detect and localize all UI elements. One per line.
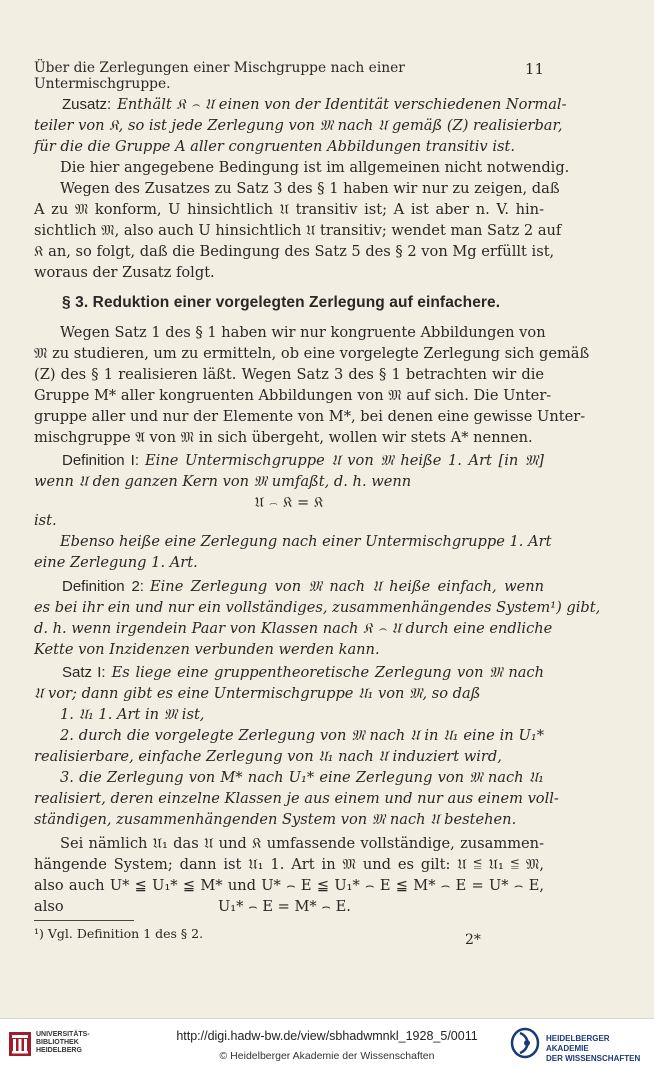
satz1-line-2: 𝔘 vor; dann gibt es eine Untermischgruppe 𝔘₁ von 𝔐, so daß — [34, 685, 481, 702]
section-heading: § 3. Reduktion einer vorgelegten Zerlegung auf einfachere. — [62, 294, 501, 311]
def1-line-1: Definition I: Eine Untermischgruppe 𝔘 von 𝔐 heiße 1. Art [in 𝔐] — [62, 452, 544, 469]
para2-line-6: mischgruppe 𝔄 von 𝔐 in sich übergeht, wollen wir stets A* nennen. — [34, 429, 533, 446]
para2-line-1: Wegen Satz 1 des § 1 haben wir nur kongruente Abbildungen von — [60, 324, 546, 341]
satz1-label: Satz I: — [62, 664, 106, 681]
viewer-footer — [0, 1018, 654, 1068]
satz1-item-3c: ständigen, zusammenhängenden System von 𝔐 nach 𝔘 bestehen. — [34, 811, 517, 828]
signature-mark: 2* — [465, 932, 481, 948]
satz1-item-3a: 3. die Zerlegung von M* nach U₁* eine Zerlegung von 𝔐 nach 𝔘₁ — [60, 769, 544, 786]
para3-line-2: hängende System; dann ist 𝔘₁ 1. Art in 𝔐 und es gilt: 𝔘 ≦ 𝔘₁ ≦ 𝔐, — [34, 856, 544, 873]
para2-line-5: gruppe aller und nur der Elemente von M*, bei denen eine gewisse Unter- — [34, 408, 586, 425]
def2-label: Definition 2: — [62, 578, 144, 595]
def1-end: ist. — [34, 512, 57, 529]
para1-line-1: Die hier angegebene Bedingung ist im allgemeinen nicht notwendig. — [60, 159, 570, 176]
para3-line-3: also auch U* ≦ U₁* ≦ M* und U* ⌢ E ≦ U₁* ⌢ E ≦ M* ⌢ E = U* ⌢ E, — [34, 877, 544, 894]
def2-line-3: d. h. wenn irgendein Paar von Klassen nach 𝔎 ⌢ 𝔘 durch eine endliche — [34, 620, 553, 637]
def2-line-1: Definition 2: Eine Zerlegung von 𝔐 nach 𝔘 heiße einfach, wenn — [62, 578, 545, 595]
academy-logo-icon — [510, 1027, 540, 1059]
def2-line-4: Kette von Inzidenzen verbunden werden kann. — [34, 641, 380, 658]
para1-line-4: sichtlich 𝔐, also auch U hinsichtlich 𝔘 transitiv; wendet man Satz 2 auf — [34, 222, 562, 239]
also-label: also — [34, 898, 64, 915]
footnote: ¹) Vgl. Definition 1 des § 2. — [34, 926, 204, 941]
academy-name: HEIDELBERGER AKADEMIE DER WISSENSCHAFTEN — [546, 1034, 641, 1063]
def1-ebenso-1: Ebenso heiße eine Zerlegung nach einer Untermischgruppe 1. Art — [60, 533, 552, 550]
running-header — [34, 60, 544, 92]
def1-label: Definition I: — [62, 452, 139, 469]
satz1-line-1: Satz I: Es liege eine gruppentheoretische Zerlegung von 𝔐 nach — [62, 664, 544, 681]
para2-line-2: 𝔐 zu studieren, um zu ermitteln, ob eine vorgelegte Zerlegung sich gemäß — [34, 345, 590, 362]
para1-line-2: Wegen des Zusatzes zu Satz 3 des § 1 haben wir nur zu zeigen, daß — [60, 180, 560, 197]
university-library-name: UNIVERSITÄTS- BIBLIOTHEK HEIDELBERG — [36, 1031, 90, 1054]
zusatz-label: Zusatz: — [62, 96, 112, 113]
para2-line-4: Gruppe M* aller kongruenten Abbildungen von 𝔐 auf sich. Die Unter- — [34, 387, 552, 404]
para1-line-5: 𝔎 an, so folgt, daß die Bedingung des Satz 5 des § 2 von Mg erfüllt ist, — [34, 243, 555, 260]
satz1-item-3b: realisiert, deren einzelne Klassen je aus einem und nur aus einem voll- — [34, 790, 559, 807]
page-number: 11 — [524, 60, 544, 78]
def1-formula: 𝔘 ⌢ 𝔎 = 𝔎 — [254, 494, 324, 511]
footnote-rule — [34, 920, 134, 921]
def1-line-2: wenn 𝔘 den ganzen Kern von 𝔐 umfaßt, d. h. wenn — [34, 473, 412, 490]
satz1-item-1: 1. 𝔘₁ 1. Art in 𝔐 ist, — [60, 706, 205, 723]
def1-ebenso-2: eine Zerlegung 1. Art. — [34, 554, 198, 571]
copyright-notice: © Heidelberger Akademie der Wissenschaften — [219, 1050, 435, 1062]
final-formula: U₁* ⌢ E = M* ⌢ E. — [218, 898, 351, 915]
para2-line-3: (Z) des § 1 realisieren läßt. Wegen Satz 3 des § 1 betrachten wir die — [34, 366, 544, 383]
zusatz-line-2: teiler von 𝔎, so ist jede Zerlegung von 𝔐 nach 𝔘 gemäß (Z) realisierbar, — [34, 117, 563, 134]
para1-line-6: woraus der Zusatz folgt. — [34, 264, 215, 281]
para1-line-3: A zu 𝔐 konform, U hinsichtlich 𝔘 transitiv ist; A ist aber n. V. hin- — [34, 201, 544, 218]
def2-line-2: es bei ihr ein und nur ein vollständiges, zusammenhängendes System¹) gibt, — [34, 599, 601, 616]
zusatz-line-3: für die die Gruppe A aller congruenten Abbildungen transitiv ist. — [34, 138, 515, 155]
zusatz-line-1: Zusatz: Enthält 𝔎 ⌢ 𝔘 einen von der Identität verschiedenen Normal- — [62, 96, 567, 113]
satz1-item-2a: 2. durch die vorgelegte Zerlegung von 𝔐 nach 𝔘 in 𝔘₁ eine in U₁* — [60, 727, 544, 744]
para3-line-1: Sei nämlich 𝔘₁ das 𝔘 und 𝔎 umfassende vollständige, zusammen- — [60, 835, 544, 852]
permalink-url[interactable]: http://digi.hadw-bw.de/view/sbhadwmnkl_1928_5/0011 — [176, 1029, 478, 1043]
running-title: Über die Zerlegungen einer Mischgruppe nach einer Untermischgruppe. — [34, 60, 405, 92]
satz1-item-2b: realisierbare, einfache Zerlegung von 𝔘₁ nach 𝔘 induziert wird, — [34, 748, 502, 765]
